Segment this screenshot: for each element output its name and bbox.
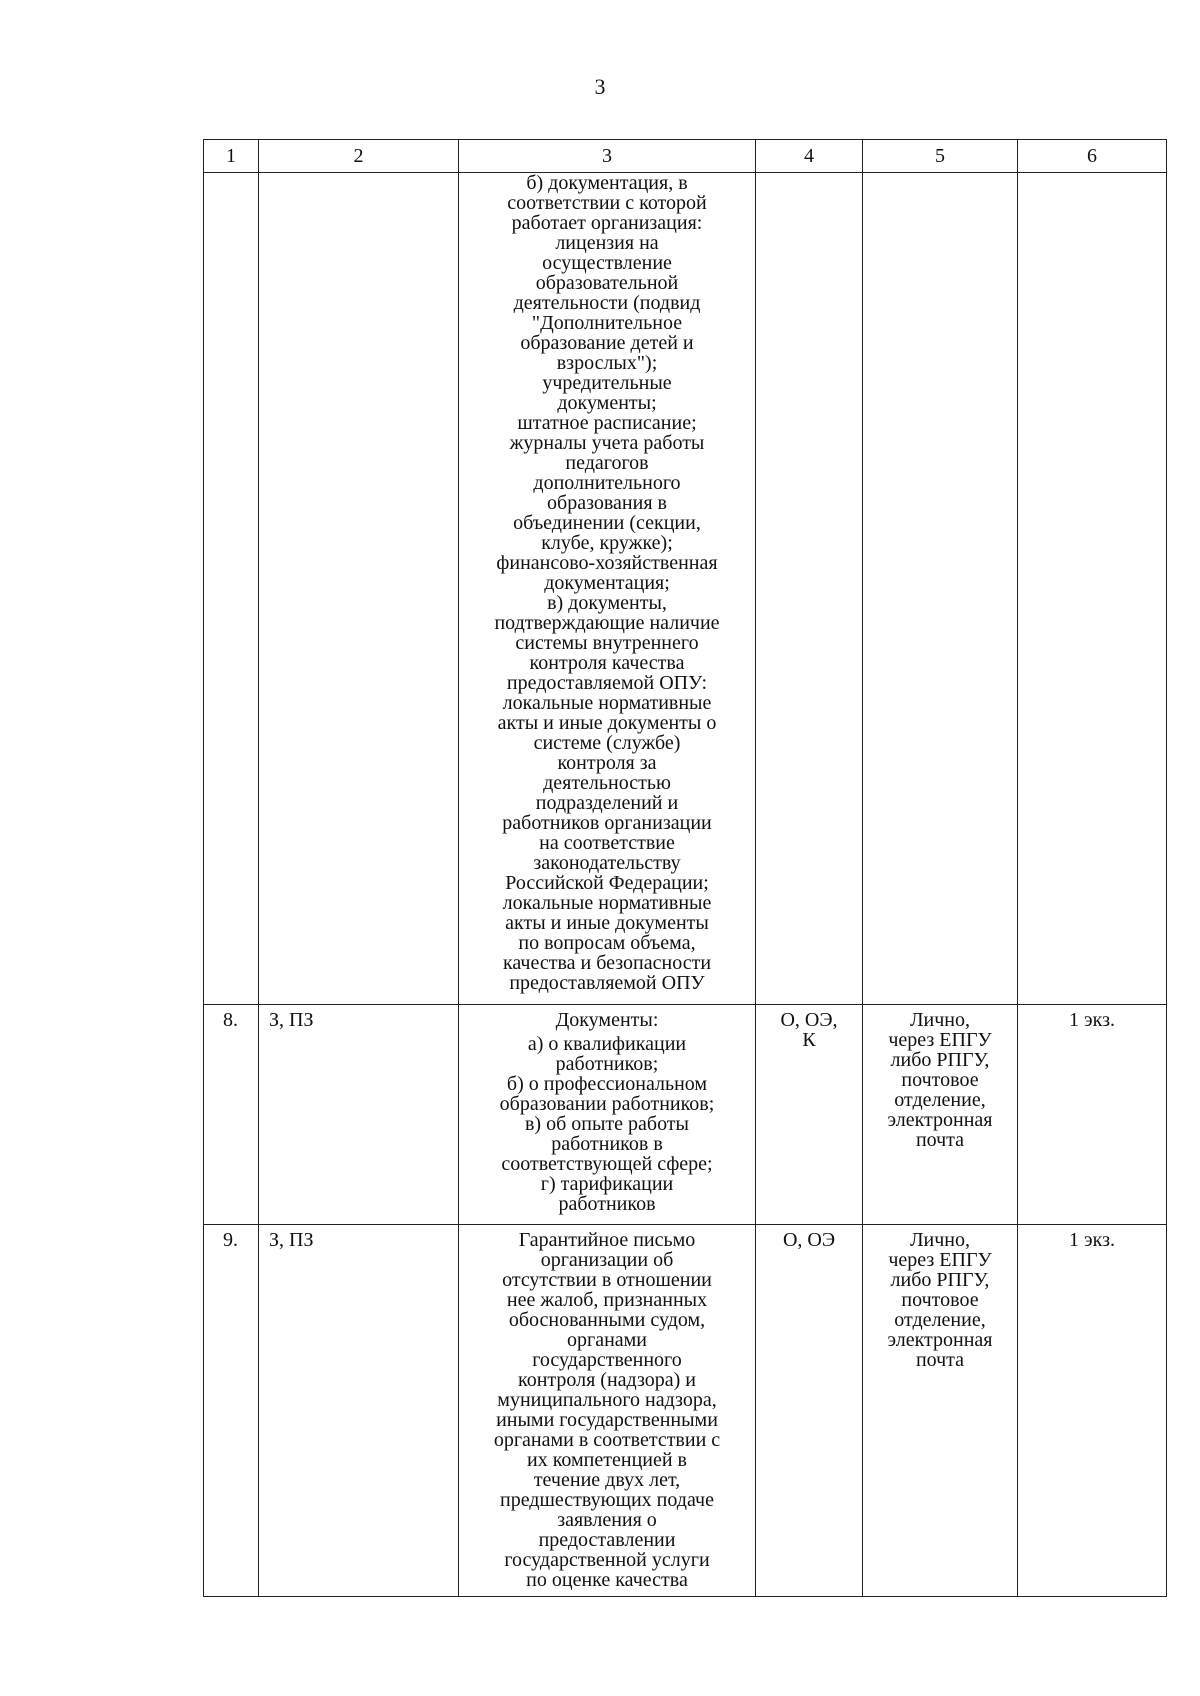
table-row [204, 1005, 1167, 1225]
table-header-row [204, 140, 1167, 173]
header-cell-1: 1 [204, 140, 259, 173]
document-description-title: Документы: [555, 1009, 659, 1031]
copies-cell: 1 экз. [1018, 1225, 1167, 1597]
applicant-category-cell: З, ПЗ [259, 1225, 459, 1597]
header-cell-2: 2 [259, 140, 459, 173]
documents-table [203, 139, 1167, 1597]
submission-method-cell [863, 173, 1018, 1005]
document-form-cell [756, 1005, 863, 1225]
header-cell-5: 5 [863, 140, 1018, 173]
row-number-cell [204, 173, 259, 1005]
applicant-category-cell [259, 173, 459, 1005]
table-row [204, 1225, 1167, 1597]
copies-cell [1018, 173, 1167, 1005]
applicant-category-cell: З, ПЗ [259, 1005, 459, 1225]
document-description-cell [459, 1225, 756, 1597]
table-row [204, 173, 1167, 1005]
document-description-cell [459, 173, 756, 1005]
page-number: 3 [594, 74, 606, 99]
submission-method-text: Лично, через ЕПГУ либо РПГУ, почтовое отделение, электронная почта [887, 1009, 993, 1151]
row-number-cell: 9. [204, 1225, 259, 1597]
document-form-cell [756, 173, 863, 1005]
row-number-cell: 8. [204, 1005, 259, 1225]
document-form-text: О, ОЭ [782, 1229, 836, 1251]
document-description-text: а) о квалификации работников; б) о профессиональном образовании работников; в) об опыте работы работников в соответствующей сфере; г) тарификации работников [499, 1033, 715, 1215]
submission-method-cell [863, 1005, 1018, 1225]
header-cell-4: 4 [756, 140, 863, 173]
document-description-cell [459, 1005, 756, 1225]
submission-method-cell [863, 1225, 1018, 1597]
header-cell-6: 6 [1018, 140, 1167, 173]
document-form-text: О, ОЭ, К [780, 1009, 838, 1051]
copies-cell: 1 экз. [1018, 1005, 1167, 1225]
document-description-text: б) документация, в соответствии с которой работает организация: лицензия на осуществление образовательной деятельности (подвид "Дополнительное образование детей и взрослых"); учредительные документы; штатное расписание; журналы учета работы педагогов дополнительного образования в объединении (секции, клубе, кружке); финансово-хозяйственная документация; в) документы, подтверждающие наличие системы внутреннего контроля качества предоставляемой ОПУ: локальные нормативные акты и иные документы о системе (службе) контроля за деятельностью подразделений и работников организации на соответствие законодательству Российской Федерации; локальные нормативные акты и иные документы по вопросам объема, качества и безопасности предоставляемой ОПУ [494, 172, 720, 994]
header-cell-3: 3 [459, 140, 756, 173]
submission-method-text: Лично, через ЕПГУ либо РПГУ, почтовое отделение, электронная почта [887, 1229, 993, 1371]
document-form-cell [756, 1225, 863, 1597]
document-description-text: Гарантийное письмо организации об отсутствии в отношении нее жалоб, признанных обоснованными судом, органами государственного контроля (надзора) и муниципального надзора, иными государственными органами в соответствии с их компетенцией в течение двух лет, предшествующих подаче заявления о предоставлении государственной услуги по оценке качества [493, 1229, 721, 1591]
